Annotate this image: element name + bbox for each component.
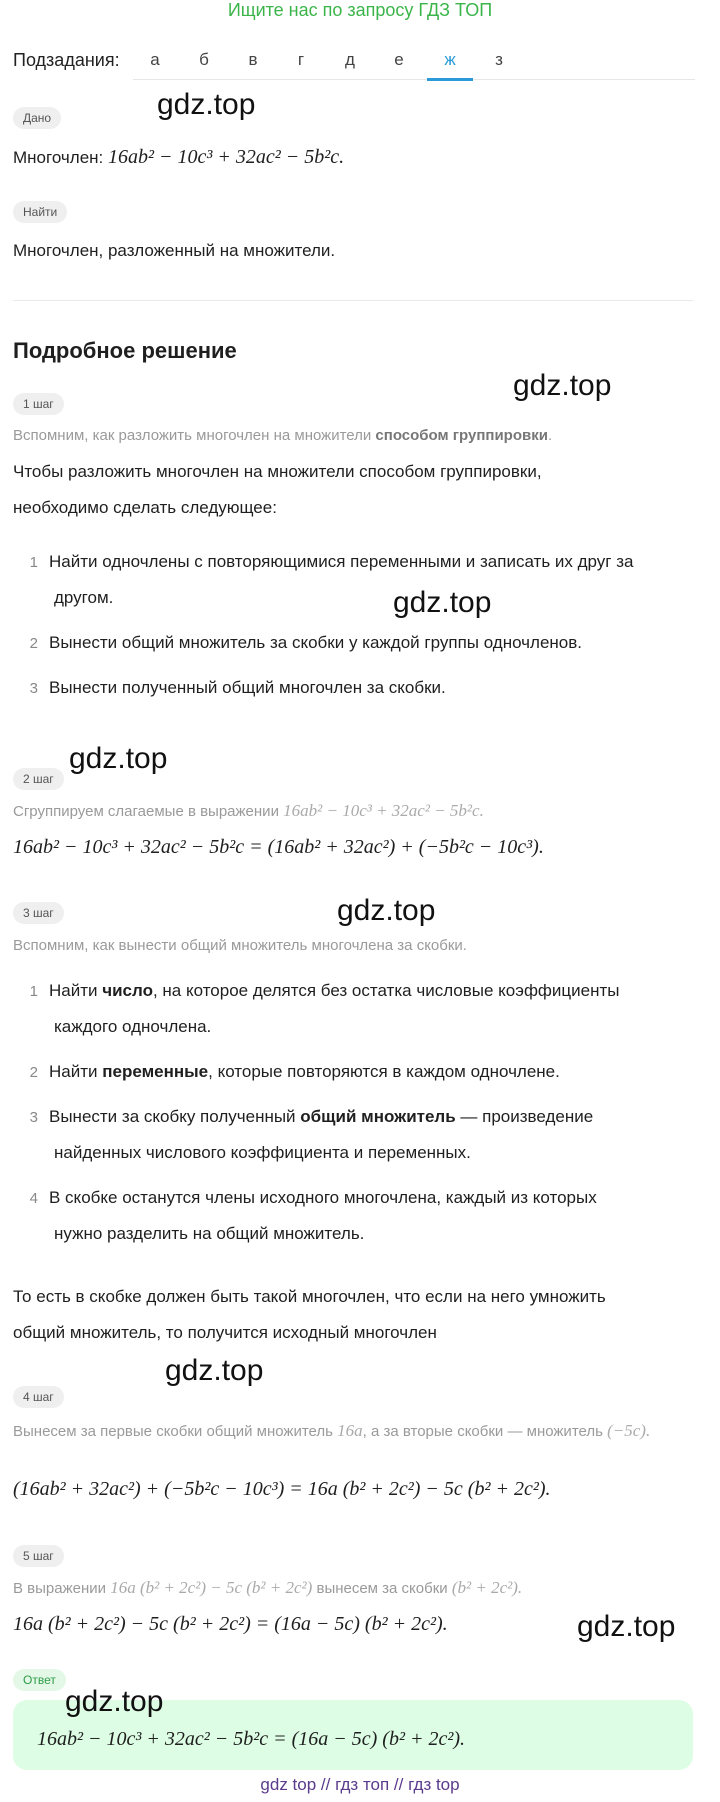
step1-hint-bold: способом группировки (375, 427, 548, 444)
step5-hint-formula: (b² + 2c²). (451, 1578, 523, 1597)
step3-badge: 3 шаг (13, 902, 64, 924)
watermark: gdz.top (577, 1610, 676, 1643)
item-text: , которые повторяются в каждом одночлене. (208, 1062, 560, 1081)
tab-b[interactable]: б (199, 50, 209, 69)
step3-summary-line2: общий множитель, то получится исходный многочлен (13, 1323, 437, 1342)
step1-hint-text: Вспомним, как разложить многочлен на множители (13, 427, 376, 444)
given-formula: 16ab² − 10c³ + 32ac² − 5b²c. (108, 146, 345, 168)
given-badge: Дано (13, 107, 61, 129)
step3-list-num: 3 (29, 1109, 38, 1126)
find-badge: Найти (13, 201, 67, 223)
step1-badge: 1 шаг (13, 393, 64, 415)
step4-hint-formula: 16a (337, 1421, 363, 1440)
step4-hint-text: , а за вторые скобки — множитель (362, 1423, 603, 1440)
tab-zh[interactable]: ж (444, 50, 456, 69)
section-divider (13, 300, 693, 301)
step3-list-num: 2 (29, 1064, 38, 1081)
step3-hint: Вспомним, как вынести общий множитель многочлена за скобки. (13, 937, 467, 954)
step3-list-num: 1 (29, 983, 38, 1000)
tab-v[interactable]: в (248, 50, 258, 69)
tab-d[interactable]: д (345, 50, 355, 69)
step1-list-item-cont: другом. (54, 588, 114, 607)
watermark: gdz.top (65, 1685, 164, 1718)
step3-list-item (49, 1062, 560, 1082)
item-text: — произведение (455, 1107, 594, 1126)
step3-list-item-cont: нужно разделить на общий множитель. (54, 1224, 365, 1243)
step1-list-num: 3 (29, 680, 38, 697)
step5-hint-text: вынесем за скобки (316, 1580, 448, 1597)
step3-list-item-cont: каждого одночлена. (54, 1017, 212, 1036)
step2-hint-text: Сгруппируем слагаемые в выражении (13, 803, 279, 820)
active-tab-indicator (427, 78, 473, 81)
watermark: gdz.top (513, 369, 612, 402)
step1-list-item: Найти одночлены с повторяющимися переменными и записать их друг за (49, 552, 634, 571)
watermark: gdz.top (157, 88, 256, 121)
watermark: gdz.top (393, 586, 492, 619)
step2-hint (13, 801, 484, 821)
item-bold: общий множитель (300, 1107, 456, 1126)
step2-hint-formula: 16ab² − 10c³ + 32ac² − 5b²c. (283, 801, 484, 820)
step5-hint-formula: 16a (b² + 2c²) − 5c (b² + 2c²) (110, 1578, 313, 1597)
step3-list-item (49, 981, 620, 1001)
item-bold: переменные (102, 1062, 209, 1081)
step1-hint-end: . (547, 427, 553, 444)
step5-formula: 16a (b² + 2c²) − 5c (b² + 2c²) = (16a − 5c) (b² + 2c²). (13, 1613, 448, 1635)
watermark: gdz.top (69, 742, 168, 775)
step1-intro-line2: необходимо сделать следующее: (13, 498, 277, 517)
tab-a[interactable]: а (150, 50, 160, 69)
item-text: , на которое делятся без остатка числовые коэффициенты (152, 981, 620, 1000)
step4-formula: (16ab² + 32ac²) + (−5b²c − 10c³) = 16a (b² + 2c²) − 5c (b² + 2c²). (13, 1478, 551, 1500)
search-banner: Ищите нас по запросу ГДЗ ТОП (227, 0, 493, 20)
tab-e[interactable]: е (394, 50, 404, 69)
item-text: Найти (49, 981, 103, 1000)
answer-formula: 16ab² − 10c³ + 32ac² − 5b²c = (16a − 5c) (b² + 2c²). (37, 1728, 465, 1750)
tab-z[interactable]: з (495, 50, 503, 69)
step1-list-num: 2 (29, 635, 38, 652)
step3-list-item (49, 1107, 593, 1127)
step4-badge: 4 шаг (13, 1386, 64, 1408)
find-text: Многочлен, разложенный на множители. (13, 241, 336, 260)
step1-list-num: 1 (29, 554, 38, 571)
given-label: Многочлен: (13, 148, 104, 167)
solution-title: Подробное решение (13, 338, 237, 363)
step3-list-item: В скобке останутся члены исходного многочлена, каждый из которых (49, 1188, 597, 1207)
step3-list-item-cont: найденных числового коэффициента и переменных. (54, 1143, 471, 1162)
step5-hint-text: В выражении (13, 1580, 107, 1597)
step1-intro-line1: Чтобы разложить многочлен на множители способом группировки, (13, 462, 542, 481)
step4-hint-formula: (−5c). (607, 1421, 651, 1440)
step5-badge: 5 шаг (13, 1545, 64, 1567)
step3-summary-line1: То есть в скобке должен быть такой многочлен, что если на него умножить (13, 1287, 606, 1306)
tabs-divider (133, 79, 695, 80)
given-statement (13, 146, 344, 169)
step2-badge: 2 шаг (13, 768, 64, 790)
answer-badge: Ответ (13, 1669, 66, 1691)
footer-links[interactable]: gdz top // гдз топ // гдз top (260, 1775, 460, 1794)
step1-list-item: Вынести общий множитель за скобки у каждой группы одночленов. (49, 633, 583, 652)
watermark: gdz.top (337, 894, 436, 927)
step3-list-num: 4 (29, 1190, 38, 1207)
item-bold: число (102, 981, 153, 1000)
step2-formula: 16ab² − 10c³ + 32ac² − 5b²c = (16ab² + 32ac²) + (−5b²c − 10c³). (13, 836, 544, 858)
step5-hint (13, 1578, 522, 1598)
subtasks-label: Подзадания: (13, 50, 120, 70)
item-text: Найти (49, 1062, 103, 1081)
step1-hint (13, 427, 552, 444)
item-text: Вынести за скобку полученный (49, 1107, 301, 1126)
step1-list-item: Вынести полученный общий многочлен за скобки. (49, 678, 446, 697)
step4-hint (13, 1419, 683, 1443)
tab-g[interactable]: г (297, 50, 305, 69)
step4-hint-text: Вынесем за первые скобки общий множитель (13, 1423, 333, 1440)
watermark: gdz.top (165, 1354, 264, 1387)
